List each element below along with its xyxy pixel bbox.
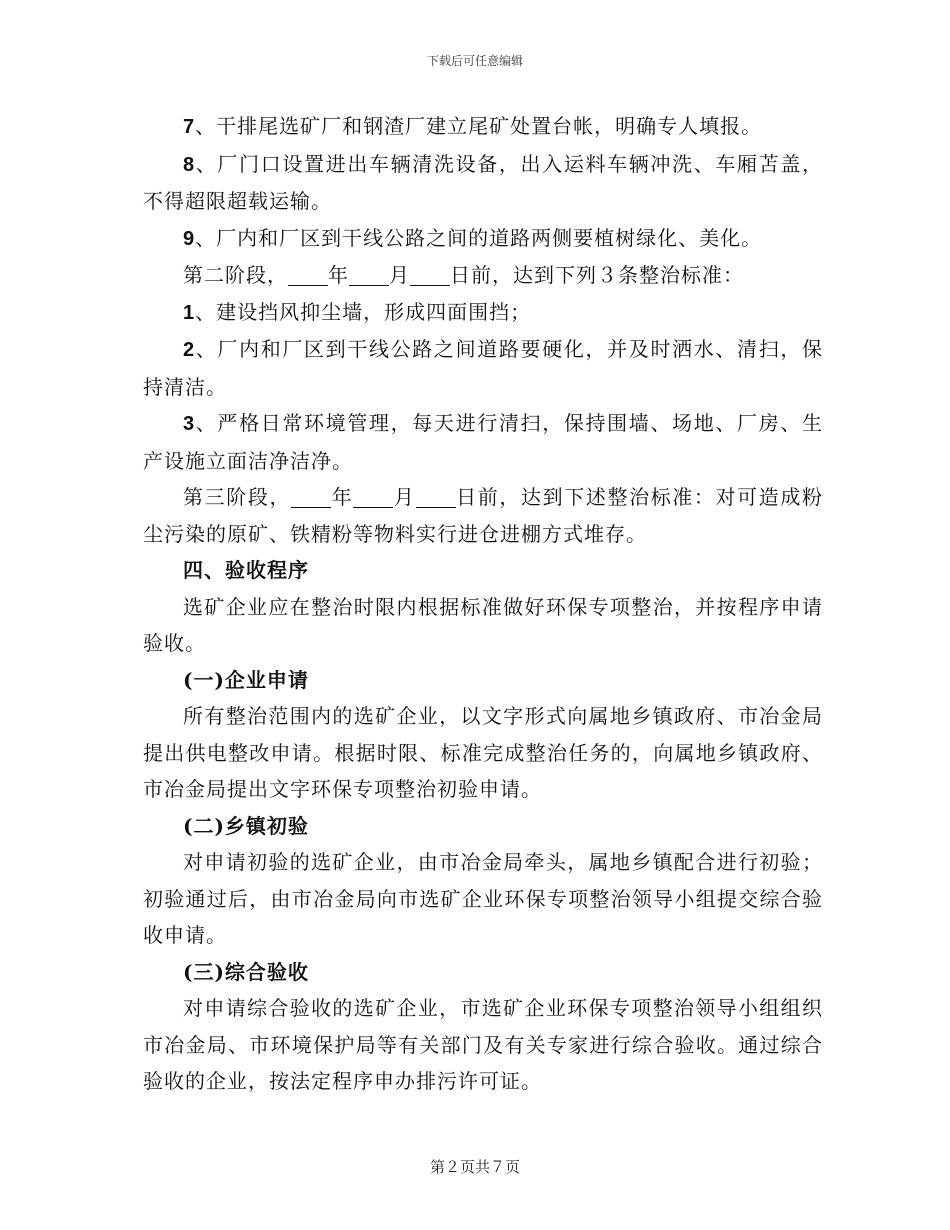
item-text: 、厂内和厂区到干线公路之间道路要硬化，并及时洒水、清扫，保持清洁。 [143, 337, 823, 399]
month-label: 月 [393, 485, 416, 509]
year-blank [291, 487, 331, 508]
item-number: 7 [183, 116, 196, 138]
list-item [143, 146, 823, 220]
item-number: 1 [183, 301, 196, 324]
item-text: 、严格日常环境管理，每天进行清扫，保持围墙、场地、厂房、生产设施立面洁净洁净。 [143, 411, 823, 473]
stage3-standard: 日前，达到下述整治标准：对可造成粉尘污染的原矿、铁精粉等物料实行进仓进棚方式堆存。 [143, 485, 824, 546]
list-item [143, 294, 823, 332]
paragraph: 对申请综合验收的选矿企业，市选矿企业环保专项整治领导小组组织市冶金局、市环境保护局等有关部门及有关专家进行综合验收。通过综合验收的企业，按法定程序申办排污许可证。 [143, 996, 823, 1093]
item-text: 、建设挡风抑尘墙，形成四面围挡； [195, 299, 532, 324]
list-item [143, 405, 823, 479]
day-blank [410, 265, 450, 286]
list-item [143, 331, 823, 405]
item-text: 、厂门口设置进出车辆清洗设备，出入运料车辆冲洗、车厢苫盖，不得超限超载运输。 [143, 151, 823, 213]
stage3-line [143, 479, 823, 552]
item-number: 3 [183, 413, 196, 435]
month-blank [349, 265, 389, 286]
paragraph: 所有整治范围内的选矿企业，以文字形式向属地乡镇政府、市冶金局提出供电整改申请。根据时限、标准完成整治任务的，向属地乡镇政府、市冶金局提出文字环保专项整治初验申请。 [143, 704, 823, 801]
subsection-heading: (一)企业申请 [183, 667, 309, 692]
document-body [143, 108, 823, 1100]
subsection-heading: (二)乡镇初验 [183, 813, 309, 838]
year-label: 年 [328, 263, 349, 287]
year-label: 年 [331, 485, 354, 509]
paragraph: 选矿企业应在整治时限内根据标准做好环保专项整治，并按程序申请验收。 [143, 594, 823, 655]
month-label: 月 [389, 263, 410, 287]
section-heading: 四、验收程序 [183, 558, 309, 582]
item-text: 、厂内和厂区到干线公路之间的道路两侧要植树绿化、美化。 [195, 225, 763, 250]
item-number: 2 [183, 339, 196, 361]
page-header-note: 下载后可任意编辑 [426, 54, 523, 68]
stage2-standard: 日前，达到下列３条整治标准： [450, 263, 744, 287]
item-number: 9 [183, 227, 196, 250]
subsection-heading: (三)综合验收 [183, 959, 309, 984]
month-blank [353, 487, 393, 508]
stage2-label: 第二阶段， [183, 263, 288, 287]
list-item [143, 108, 823, 146]
item-number: 8 [183, 153, 196, 176]
list-item [143, 220, 823, 258]
item-text: 、干排尾选矿厂和钢渣厂建立尾矿处置台帐，明确专人填报。 [195, 114, 763, 138]
year-blank [288, 265, 328, 286]
page-number: 第２页共７页 [429, 1158, 520, 1176]
stage3-label: 第三阶段， [183, 485, 292, 509]
paragraph: 对申请初验的选矿企业，由市冶金局牵头，属地乡镇配合进行初验；初验通过后，由市冶金局向市选矿企业环保专项整治领导小组提交综合验收申请。 [143, 850, 823, 947]
stage2-line [143, 257, 823, 294]
day-blank [416, 487, 456, 508]
